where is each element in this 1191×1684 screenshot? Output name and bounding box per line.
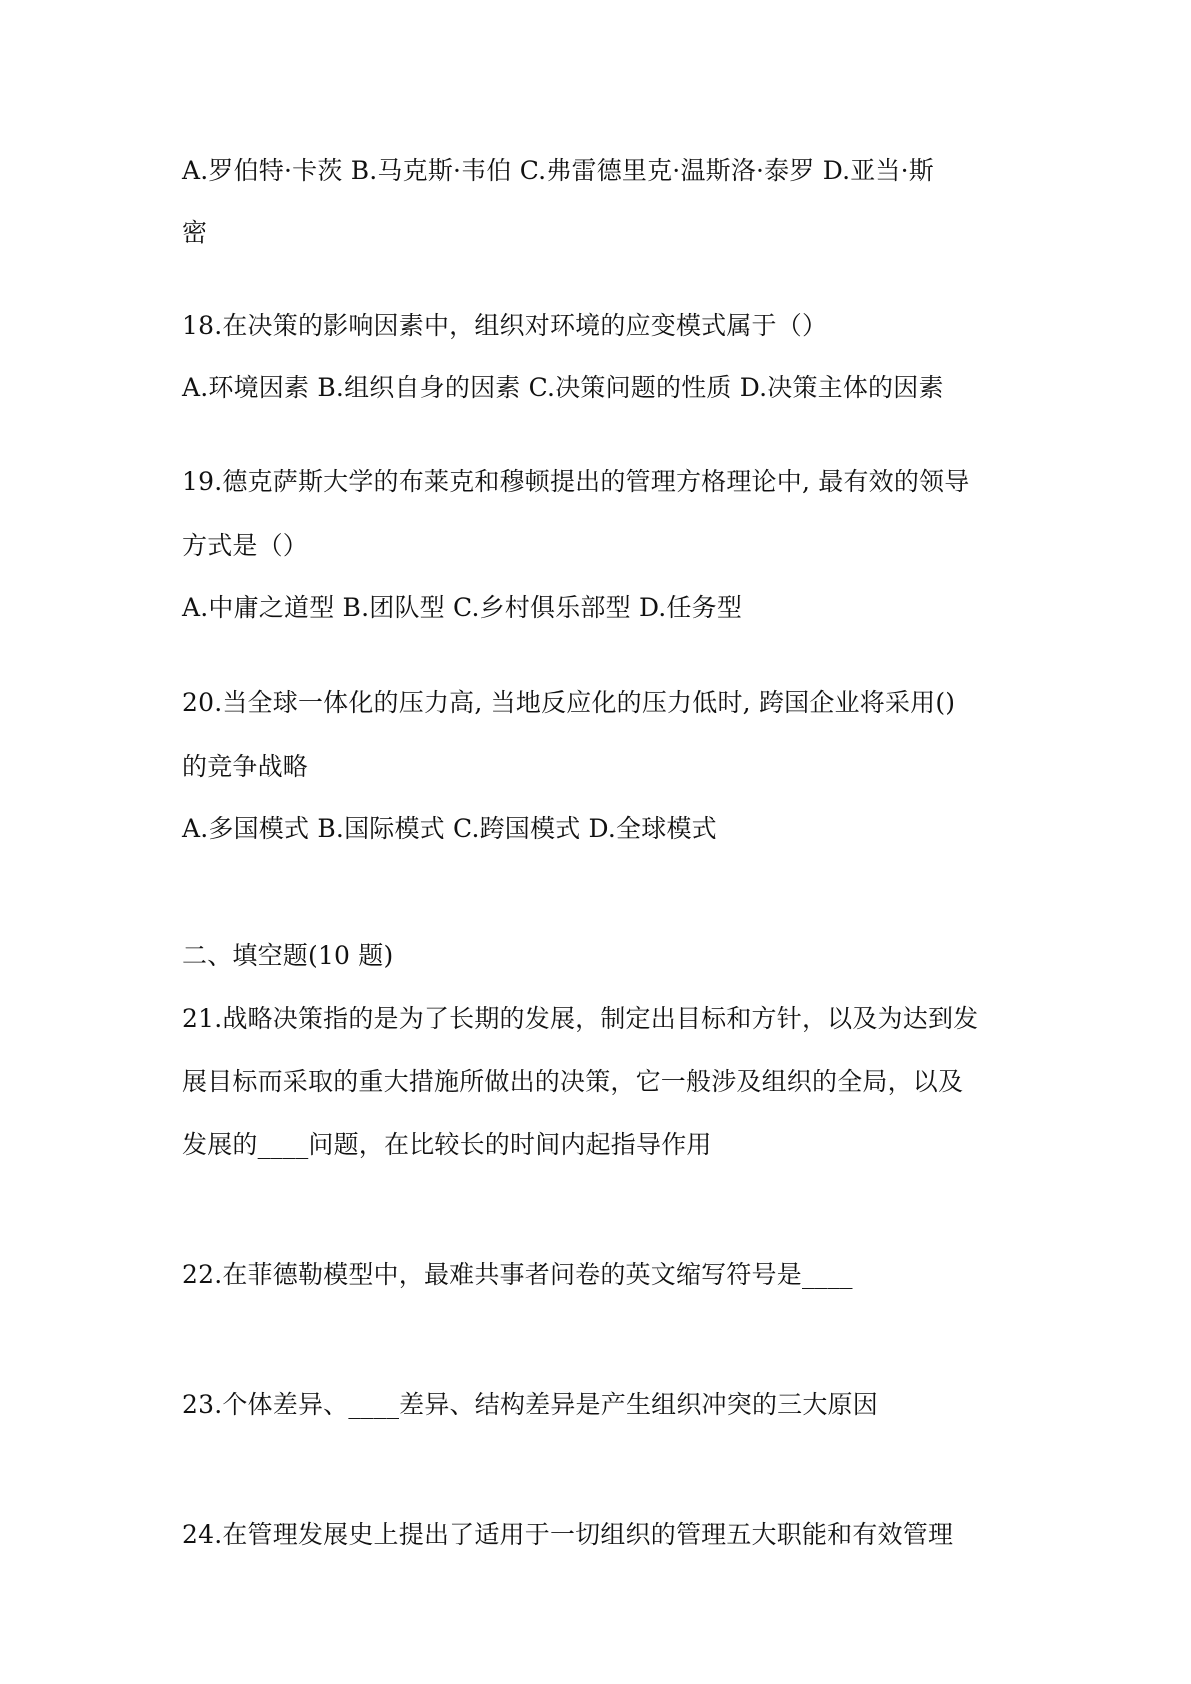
q24-text: 24.在管理发展史上提出了适用于一切组织的管理五大职能和有效管理: [182, 1520, 954, 1549]
section-heading-fill-in: 二、填空题(10 题): [182, 941, 394, 970]
q20-question-line2: 的竞争战略: [182, 752, 309, 781]
q20-options: A.多国模式 B.国际模式 C.跨国模式 D.全球模式: [182, 814, 717, 843]
q18-options: A.环境因素 B.组织自身的因素 C.决策问题的性质 D.决策主体的因素: [182, 373, 944, 402]
q19-question-line1: 19.德克萨斯大学的布莱克和穆顿提出的管理方格理论中, 最有效的领导: [182, 467, 970, 496]
q21-line3: 发展的____问题，在比较长的时间内起指导作用: [182, 1130, 712, 1159]
q23-text: 23.个体差异、____差异、结构差异是产生组织冲突的三大原因: [182, 1390, 878, 1419]
q20-question-line1: 20.当全球一体化的压力高, 当地反应化的压力低时, 跨国企业将采用(): [182, 688, 956, 717]
q19-options: A.中庸之道型 B.团队型 C.乡村俱乐部型 D.任务型: [182, 593, 743, 622]
q21-line2: 展目标而采取的重大措施所做出的决策，它一般涉及组织的全局，以及: [182, 1067, 964, 1096]
q17-options-line2: 密: [182, 218, 208, 247]
q22-text: 22.在菲德勒模型中，最难共事者问卷的英文缩写符号是____: [182, 1260, 853, 1289]
q18-question: 18.在决策的影响因素中，组织对环境的应变模式属于（）: [182, 311, 828, 340]
q21-line1: 21.战略决策指的是为了长期的发展，制定出目标和方针，以及为达到发: [182, 1004, 979, 1033]
q17-options-line1: A.罗伯特·卡茨 B.马克斯·韦伯 C.弗雷德里克·温斯洛·泰罗 D.亚当·斯: [182, 156, 934, 185]
q19-question-line2: 方式是（）: [182, 531, 309, 560]
